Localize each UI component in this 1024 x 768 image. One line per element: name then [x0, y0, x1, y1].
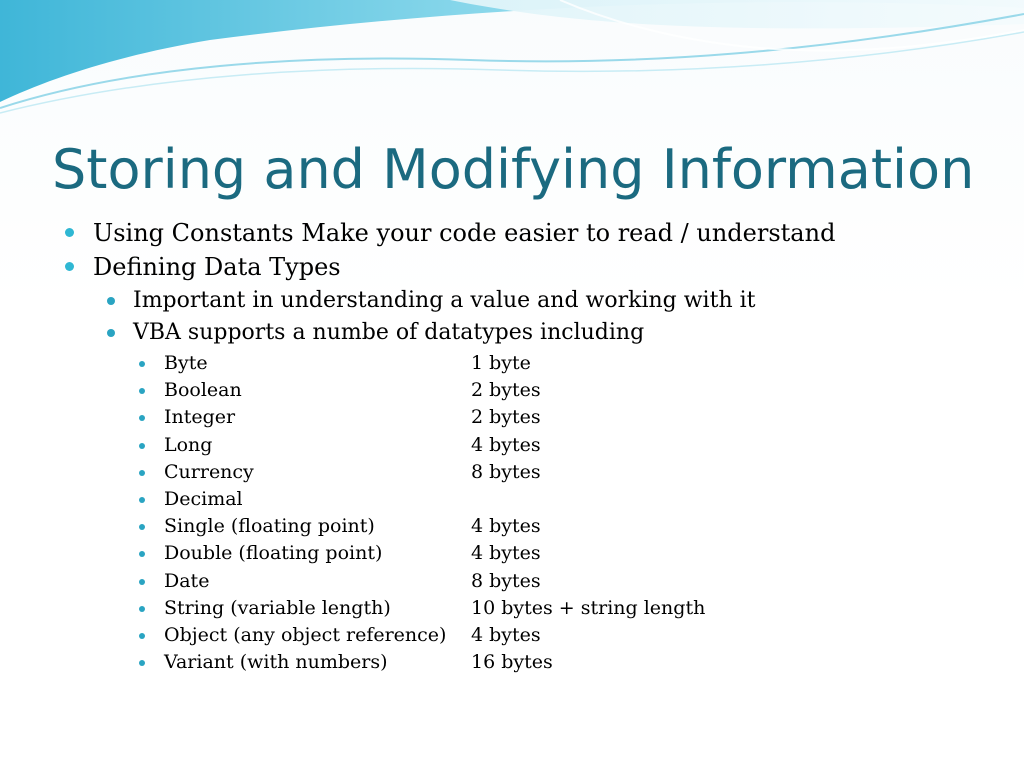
datatype-size: 1 byte: [471, 352, 531, 374]
slide-title: Storing and Modifying Information: [52, 138, 975, 201]
datatype-name: Object (any object reference): [164, 624, 447, 647]
datatype-size: 4 bytes: [471, 624, 541, 647]
datatype-name: String (variable length): [164, 596, 391, 619]
datatype-size: 2 bytes: [471, 406, 541, 429]
slide-content: [0, 216, 1024, 676]
datatype-name: Single (floating point): [164, 515, 375, 538]
datatype-row: [0, 595, 1024, 622]
datatype-size: 8 bytes: [471, 460, 541, 483]
datatype-name: Date: [164, 569, 210, 592]
datatype-name: Byte: [164, 352, 208, 374]
datatype-row: [0, 513, 1024, 540]
datatype-size: 10 bytes + string length: [471, 596, 706, 619]
datatype-name: Double (floating point): [164, 542, 383, 565]
datatype-row: [0, 459, 1024, 486]
datatype-row: [0, 486, 1024, 513]
datatype-row: [0, 540, 1024, 567]
datatype-row: [0, 404, 1024, 431]
datatype-row: [0, 377, 1024, 404]
datatype-row: [0, 568, 1024, 595]
header-wave-decoration: [0, 0, 1024, 120]
datatype-row: [0, 432, 1024, 459]
datatype-name: Currency: [164, 460, 254, 483]
bullet-item: Using Constants Make your code easier to read / understand: [0, 216, 1024, 250]
datatype-size: 4 bytes: [471, 542, 541, 565]
datatype-size: 2 bytes: [471, 379, 541, 402]
datatype-row: [0, 649, 1024, 676]
datatype-name: Long: [164, 433, 213, 456]
datatype-size: 16 bytes: [471, 651, 553, 674]
datatype-name: Variant (with numbers): [164, 651, 388, 674]
datatype-list: [0, 350, 1024, 676]
datatype-size: 4 bytes: [471, 433, 541, 456]
bullet-item: Defining Data Types: [0, 250, 1024, 284]
datatype-name: Integer: [164, 406, 236, 429]
datatype-name: Decimal: [164, 488, 243, 511]
bullet-list: [0, 216, 1024, 284]
datatype-size: 4 bytes: [471, 515, 541, 538]
sub-bullet-item: Important in understanding a value and working with it: [0, 285, 1024, 317]
sub-bullet-list: [0, 285, 1024, 349]
sub-bullet-item: VBA supports a numbe of datatypes including: [0, 317, 1024, 349]
datatype-size: 8 bytes: [471, 569, 541, 592]
datatype-row: [0, 622, 1024, 649]
datatype-name: Boolean: [164, 379, 242, 402]
datatype-row: [0, 350, 1024, 377]
